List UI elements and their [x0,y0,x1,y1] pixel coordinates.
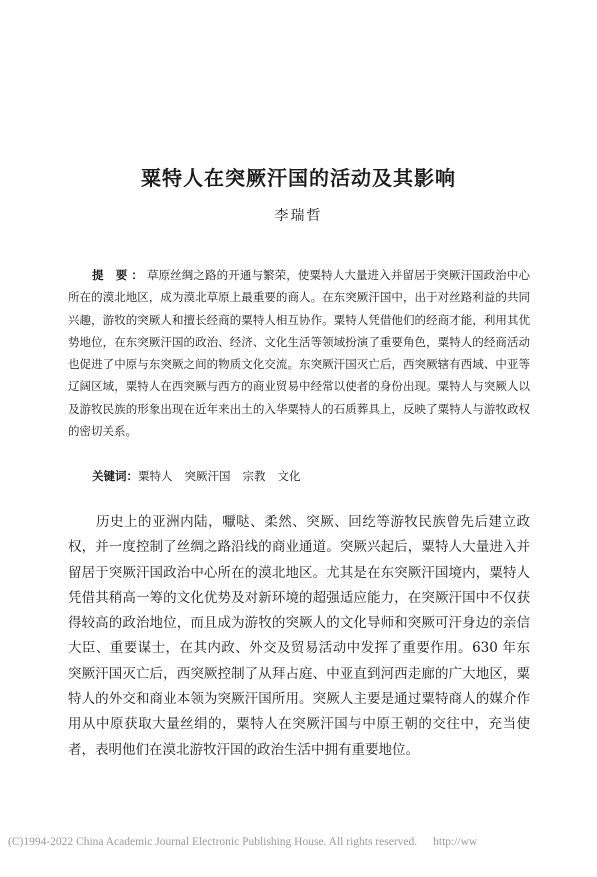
author-name: 李瑞哲 [274,208,323,224]
abstract [68,264,530,442]
keyword: 文化 [277,469,301,483]
footer-url: http://ww [433,836,478,848]
article-title: 粟特人在突厥汗国的活动及其影响 [141,166,456,190]
abstract-label: 提 要： [92,268,147,282]
keyword: 粟特人 [138,469,173,483]
abstract-text: 草原丝绸之路的开通与繁荣，使粟特人大量进入并留居于突厥汗国政治中心所在的漠北地区，成为漠北草原上最重要的商人。在东突厥汗国中，出于对丝路利益的共同兴趣，游牧的突厥人和擅长经商的粟特人相互协作。粟特人凭借他们的经商才能，利用其优势地位，在东突厥汗国的政治、经济、文化生活等领域扮演了重要角色，粟特人的经商活动也促进了中原与东突厥之间的物质文化交流。东突厥汗国灭亡后，西突厥辖有西域、中亚等辽阔区域，粟特人在西突厥与西方的商业贸易中经常以使者的身份出现。粟特人与突厥人以及游牧民族的形象出现在近年来出土的入华粟特人的石质葬具上，反映了粟特人与游牧政权的密切关系。 [68,268,530,439]
keywords [92,465,532,487]
copyright-text: (C)1994-2022 China Academic Journal Electronic Publishing House. All rights reserved. [8,836,418,848]
keyword: 宗教 [242,469,266,483]
body-paragraph: 历史上的亚洲内陆，嚈哒、柔然、突厥、回纥等游牧民族曾先后建立政权，并一度控制了丝绸之路沿线的商业通道。突厥兴起后，粟特人大量进入并留居于突厥汗国政治中心所在的漠北地区。尤其是在东突厥汗国境内，粟特人凭借其稍高一筹的文化优势及对新环境的超强适应能力，在突厥汗国中不仅获得较高的政治地位，而且成为游牧的突厥人的文化导师和突厥可汗身边的亲信大臣、重要谋士，在其内政、外交及贸易活动中发挥了重要作用。630 年东突厥汗国灭亡后，西突厥控制了从拜占庭、中亚直到河西走廊的广大地区，粟特人的外交和商业本领为突厥汗国所用。突厥人主要是通过粟特商人的媒介作用从中原获取大量丝绢的，粟特人在突厥汗国与中原王朝的交往中，充当使者，表明他们在漠北游牧汗国的政治生活中拥有重要地位。 [68,514,530,758]
keywords-label: 关键词： [92,469,138,483]
keyword: 突厥汗国 [184,469,231,483]
copyright-footer [8,836,597,848]
